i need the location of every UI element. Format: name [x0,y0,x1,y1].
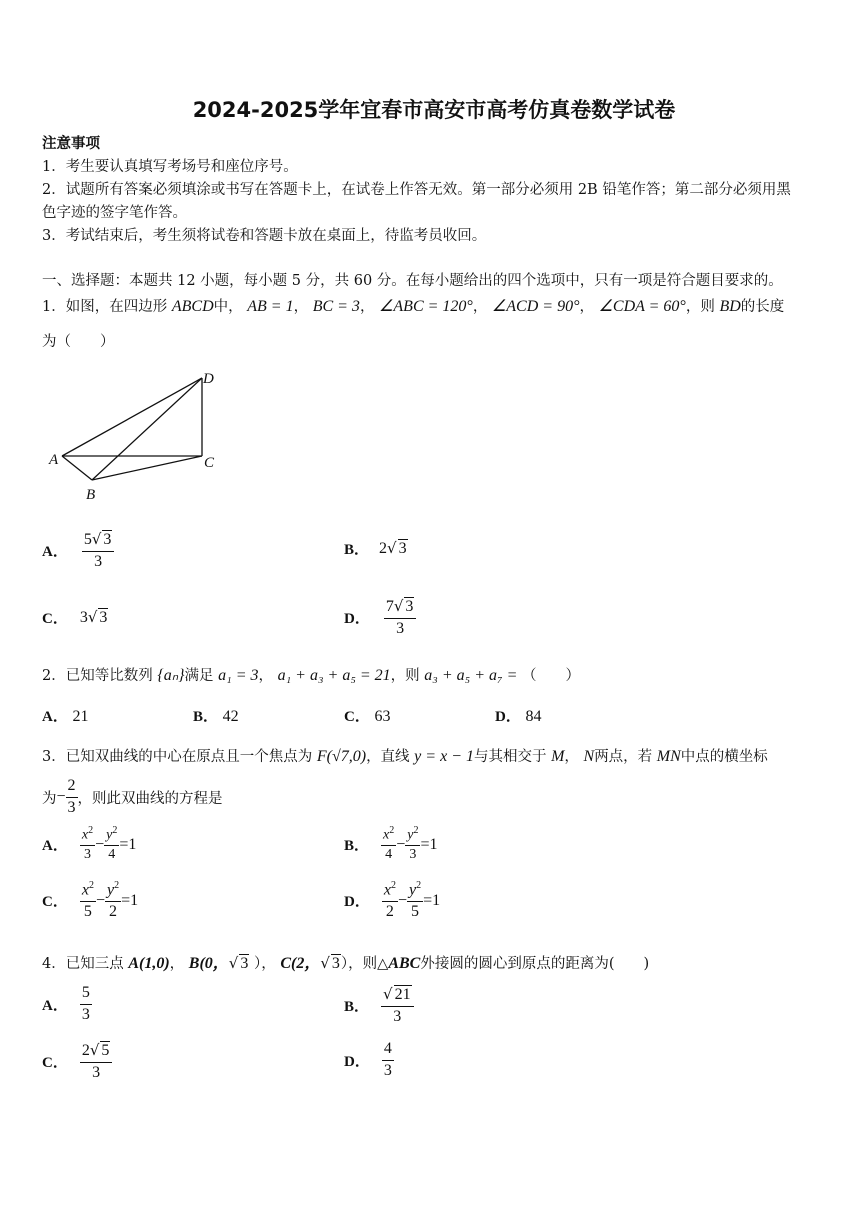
q4-option-d[interactable]: D． $\frac{4}{3}$ [344,1040,392,1079]
label-c: C [204,455,215,471]
q1-option-d[interactable]: D． $\frac{7√ 3}{3}$ [344,597,416,638]
section-heading: 一、选择题：本题共 12 小题，每小题 5 分，共 60 分。在每小题给出的四个选项中，只有一项是符合题目要求的。 [42,273,783,289]
notice-heading: 注意事项 [42,135,100,152]
notice-item-3: 3．考试结束后，考生须将试卷和答题卡放在桌面上，待监考员收回。 [42,228,487,244]
q4-option-a[interactable]: A． $\frac{5}{3}$ [42,984,90,1023]
q4-option-b[interactable]: B． $\frac{√ 21}{3}$ [344,985,414,1026]
label-d: D [203,371,214,387]
q2-option-a[interactable]: A． 21 [42,708,89,725]
q1-option-c[interactable]: C． 3√ 3 [42,608,108,627]
quadrilateral-figure [40,362,230,507]
edge-ab [62,456,92,480]
exam-title: 2024-2025学年宜春市高安市高考仿真卷数学试卷 [192,98,676,122]
notice-item-2: 2．试题所有答案必须填涂或书写在答题卡上，在试卷上作答无效。第一部分必须用 2B 铅笔作答；第二部分必须用黑 [42,182,791,198]
label-b: B [86,487,96,503]
question-number: 2． [42,668,66,684]
q3-option-d[interactable]: D． $\frac{x^2}{2}$ − $\frac{y^2}{5}$ =1 [344,880,441,921]
q2-option-d[interactable]: D． 84 [495,708,542,725]
question-number: 3． [42,749,66,765]
notice-item-1: 1．考生要认真填写考场号和座位序号。 [42,159,298,175]
question-1-stem: 1．如图，在四边形 ABCD中， AB = 1， BC = 3， ∠ABC = 120°， ∠ACD = 90°， ∠CDA = 60°，则 BD的长度 [42,298,785,315]
edge-bc [92,456,202,480]
q2-option-c[interactable]: C． 63 [344,708,391,725]
question-3-stem: 3．已知双曲线的中心在原点且一个焦点为 F(√7,0)，直线 y = x − 1与其相交于 M， N两点，若 MN中点的横坐标 [42,748,768,765]
q1-option-a[interactable]: A． $\frac{5√ 3}{3}$ [42,530,114,571]
q3-option-b[interactable]: B． $\frac{x^2}{4}$ − $\frac{y^2}{3}$ =1 [344,825,438,863]
label-a: A [49,452,59,468]
question-2-stem: 2．已知等比数列 {aₙ}满足 a₁ = 3， a₁ + a₃ + a₅ = 21，则 a₃ + a₅ + a₇ = （ ） [42,667,580,684]
question-1-stem-cont: 为（ ） [42,334,115,350]
q3-option-a[interactable]: A． $\frac{x^2}{3}$ − $\frac{y^2}{4}$ =1 [42,825,137,863]
edge-bd [92,378,202,480]
q3-option-c[interactable]: C． $\frac{x^2}{5}$ − $\frac{y^2}{2}$ =1 [42,880,139,921]
question-4-stem: 4．已知三点 A(1,0)， B(0，√ 3 ）， C(2，√ 3），则△ABC外接圆的圆心到原点的距离为( ) [42,954,650,972]
edge-ad [62,378,202,456]
notice-item-2-cont: 色字迹的签字笔作答。 [42,205,187,221]
question-number: 4． [42,956,66,972]
question-number: 1． [42,299,66,315]
q1-option-b[interactable]: B． 2√ 3 [344,539,407,558]
q4-option-c[interactable]: C． $\frac{2√ 5}{3}$ [42,1041,112,1082]
question-3-stem-cont: 为 − $\frac{2}{3}$ ，则此双曲线的方程是 [42,777,223,816]
q2-option-b[interactable]: B． 42 [193,708,239,725]
